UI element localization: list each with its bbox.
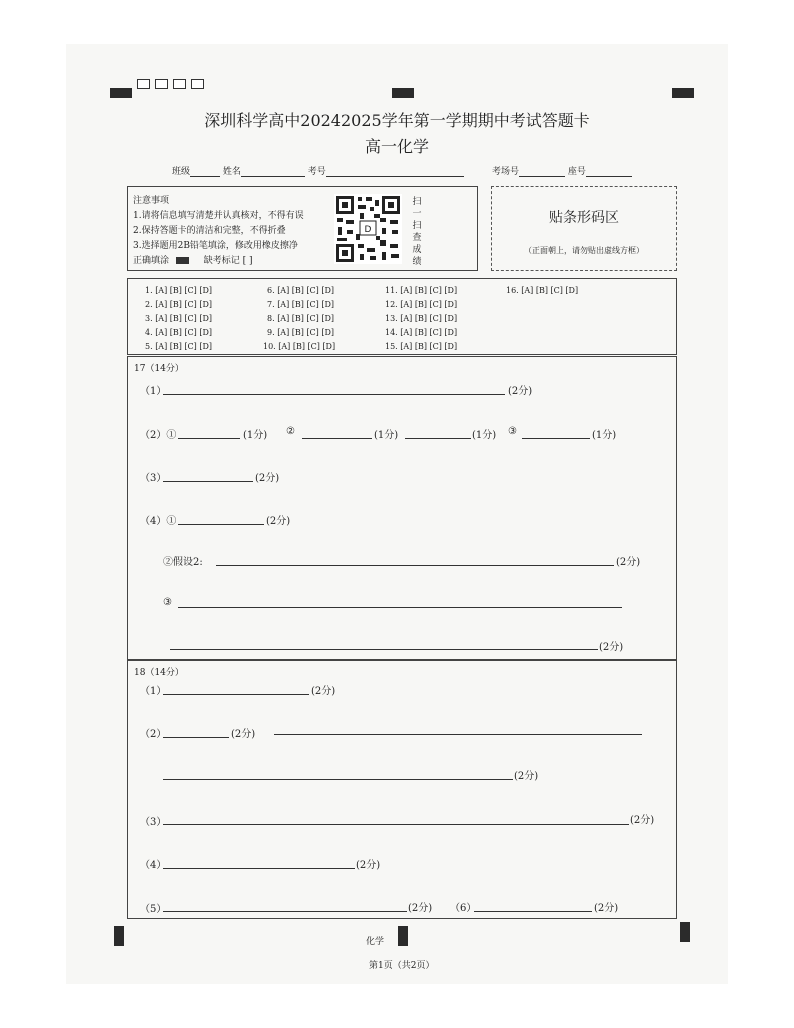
class-field[interactable] bbox=[190, 167, 220, 177]
scan-char: 一 bbox=[412, 209, 422, 219]
q17-part2-answer-4[interactable] bbox=[522, 438, 590, 439]
q17-part4-hypothesis-label: ②假设2: bbox=[163, 557, 203, 568]
q17-part1-label: （1） bbox=[140, 386, 167, 397]
choice-options[interactable]: [A] [B] [C] [D] bbox=[155, 300, 212, 309]
q17-part4-circle-3: ③ bbox=[163, 597, 172, 608]
name-field[interactable] bbox=[241, 167, 305, 177]
q18-part2-answer-1[interactable] bbox=[163, 737, 229, 738]
q17-part4-answer-3b[interactable] bbox=[170, 649, 598, 650]
choice-options[interactable]: [A] [B] [C] [D] bbox=[155, 286, 212, 295]
choice-row-16[interactable] bbox=[506, 286, 578, 295]
choice-options[interactable]: [A] [B] [C] [D] bbox=[277, 286, 334, 295]
choice-row-7[interactable] bbox=[267, 300, 334, 309]
notice-heading: 注意事项 bbox=[133, 196, 170, 206]
sheet-check-box bbox=[155, 79, 168, 89]
q17-part2-answer-1[interactable] bbox=[178, 438, 240, 439]
scan-text bbox=[410, 196, 424, 268]
choice-row-3[interactable] bbox=[145, 314, 212, 323]
choice-row-8[interactable] bbox=[267, 314, 334, 323]
info-row-right bbox=[492, 164, 632, 177]
sheet-title: 深圳科学高中20242025学年第一学期期中考试答题卡 bbox=[204, 111, 590, 130]
question-number: 11. bbox=[385, 286, 398, 295]
q18-part5-score: (2分) bbox=[408, 903, 433, 914]
choice-row-13[interactable] bbox=[385, 314, 457, 323]
choice-options[interactable]: [A] [B] [C] [D] bbox=[155, 314, 212, 323]
q17-part2-score-4: (1分) bbox=[592, 430, 617, 441]
choice-row-1[interactable] bbox=[145, 286, 212, 295]
choice-options[interactable]: [A] [B] [C] [D] bbox=[400, 314, 458, 323]
exam-no-field[interactable] bbox=[326, 167, 464, 177]
barcode-title: 贴条形码区 bbox=[549, 210, 619, 226]
q18-part2-score-2: (2分) bbox=[514, 771, 539, 782]
q17-part4-answer-3a[interactable] bbox=[178, 607, 622, 608]
class-label: 班级 bbox=[172, 167, 191, 177]
question-number: 8. bbox=[267, 314, 275, 323]
q17-part4-answer-1[interactable] bbox=[178, 524, 264, 525]
q17-part1-score: (2分) bbox=[508, 386, 533, 397]
name-label: 姓名 bbox=[222, 167, 241, 177]
question-number: 2. bbox=[145, 300, 153, 309]
choice-options[interactable]: [A] [B] [C] [D] bbox=[278, 342, 336, 351]
choice-options[interactable]: [A] [B] [C] [D] bbox=[521, 286, 579, 295]
question-number: 9. bbox=[267, 328, 275, 337]
question-number: 12. bbox=[385, 300, 398, 309]
qr-letter: D bbox=[364, 225, 372, 235]
choice-options[interactable]: [A] [B] [C] [D] bbox=[155, 328, 212, 337]
q18-part4-label: （4） bbox=[140, 860, 167, 871]
q17-part2-label: （2）① bbox=[140, 430, 177, 441]
choice-row-10[interactable] bbox=[263, 342, 335, 351]
q18-part2-label: （2） bbox=[140, 729, 167, 740]
seat-label: 座号 bbox=[567, 167, 586, 177]
alignment-mark bbox=[672, 88, 694, 98]
q17-part4-score-2: (2分) bbox=[616, 557, 641, 568]
q17-part2-score-2: (1分) bbox=[374, 430, 399, 441]
question-number: 7. bbox=[267, 300, 275, 309]
q18-part6-label: （6） bbox=[450, 903, 477, 914]
filled-mark-icon bbox=[176, 257, 189, 264]
q18-part5-answer[interactable] bbox=[163, 911, 407, 912]
fill-example bbox=[133, 253, 253, 266]
question-18-section bbox=[127, 660, 677, 919]
question-17-section bbox=[127, 356, 677, 660]
q18-part3-label: （3） bbox=[140, 817, 167, 828]
question-number: 1. bbox=[145, 286, 153, 295]
question-number: 13. bbox=[385, 314, 398, 323]
question-number: 15. bbox=[385, 342, 398, 351]
choice-options[interactable]: [A] [B] [C] [D] bbox=[277, 314, 334, 323]
choice-row-9[interactable] bbox=[267, 328, 334, 337]
q17-part2-answer-2[interactable] bbox=[302, 438, 372, 439]
seat-field[interactable] bbox=[586, 167, 632, 177]
question-17-title: 17（14分） bbox=[134, 364, 184, 374]
choice-row-2[interactable] bbox=[145, 300, 212, 309]
alignment-mark bbox=[392, 88, 414, 98]
scan-char: 绩 bbox=[412, 257, 422, 267]
footer-page: 第1页（共2页） bbox=[369, 961, 435, 971]
choice-row-11[interactable] bbox=[385, 286, 457, 295]
q18-part3-score: (2分) bbox=[630, 815, 655, 826]
choice-options[interactable]: [A] [B] [C] [D] bbox=[155, 342, 212, 351]
choice-options[interactable]: [A] [B] [C] [D] bbox=[277, 328, 334, 337]
q17-part3-answer[interactable] bbox=[163, 481, 253, 482]
choice-row-15[interactable] bbox=[385, 342, 457, 351]
alignment-mark bbox=[110, 88, 132, 98]
choice-row-12[interactable] bbox=[385, 300, 457, 309]
notice-line: 3.选择题用2B铅笔填涂，修改用橡皮擦净 bbox=[133, 241, 298, 251]
q18-part2-score-1: (2分) bbox=[231, 729, 256, 740]
choice-row-14[interactable] bbox=[385, 328, 457, 337]
sheet-check-box bbox=[173, 79, 186, 89]
choice-row-4[interactable] bbox=[145, 328, 212, 337]
q18-part1-score: (2分) bbox=[311, 686, 336, 697]
question-number: 3. bbox=[145, 314, 153, 323]
footer-subject: 化学 bbox=[366, 937, 385, 947]
q17-part4-score-1: (2分) bbox=[266, 516, 291, 527]
room-field[interactable] bbox=[519, 167, 565, 177]
q17-part2-circle-3: ③ bbox=[508, 426, 517, 437]
choice-options[interactable]: [A] [B] [C] [D] bbox=[400, 328, 458, 337]
q18-part2-answer-2a[interactable] bbox=[274, 734, 642, 735]
q18-part1-answer[interactable] bbox=[163, 694, 309, 695]
alignment-mark bbox=[114, 926, 124, 946]
q17-part2-answer-3[interactable] bbox=[405, 438, 471, 439]
sheet-check-box bbox=[191, 79, 204, 89]
absent-box[interactable]: [ ] bbox=[242, 256, 253, 266]
question-number: 14. bbox=[385, 328, 398, 337]
info-row bbox=[172, 164, 464, 177]
question-number: 5. bbox=[145, 342, 153, 351]
question-number: 4. bbox=[145, 328, 153, 337]
absent-label: 缺考标记 bbox=[203, 256, 240, 266]
q17-part3-label: （3） bbox=[140, 473, 167, 484]
notice-box bbox=[127, 186, 478, 271]
q18-part1-label: （1） bbox=[140, 686, 167, 697]
q18-part2-answer-2b[interactable] bbox=[163, 779, 513, 780]
exam-no-label: 考号 bbox=[307, 167, 326, 177]
room-label: 考场号 bbox=[492, 167, 520, 177]
q17-part4-label: （4）① bbox=[140, 516, 177, 527]
q17-part2-score-3: (1分) bbox=[472, 430, 497, 441]
notice-line: 2.保持答题卡的清洁和完整，不得折叠 bbox=[133, 226, 286, 236]
q18-part6-answer[interactable] bbox=[474, 911, 592, 912]
q18-part4-answer[interactable] bbox=[163, 868, 355, 869]
choice-options[interactable]: [A] [B] [C] [D] bbox=[400, 286, 458, 295]
choice-section bbox=[127, 278, 677, 355]
q17-part2-score-1: (1分) bbox=[243, 430, 268, 441]
subject-title: 高一化学 bbox=[364, 137, 429, 156]
scan-char: 扫 bbox=[412, 221, 422, 231]
barcode-hint: （正面朝上，请勿贴出虚线方框） bbox=[524, 246, 644, 255]
choice-options[interactable]: [A] [B] [C] [D] bbox=[277, 300, 334, 309]
q18-part3-answer[interactable] bbox=[163, 824, 629, 825]
question-number: 6. bbox=[267, 286, 275, 295]
scan-char: 扫 bbox=[412, 197, 422, 207]
q18-part5-label: （5） bbox=[140, 904, 167, 915]
question-number: 16. bbox=[506, 286, 519, 295]
alignment-mark bbox=[680, 922, 690, 942]
alignment-mark bbox=[398, 926, 408, 946]
notice-line: 1.请将信息填写清楚并认真核对，不得有误 bbox=[133, 211, 304, 221]
fill-correct-label: 正确填涂 bbox=[133, 256, 170, 266]
qr-code-icon[interactable] bbox=[334, 194, 402, 264]
question-18-title: 18（14分） bbox=[134, 668, 184, 678]
choice-row-5[interactable] bbox=[145, 342, 212, 351]
choice-options[interactable]: [A] [B] [C] [D] bbox=[400, 300, 458, 309]
q18-part6-score: (2分) bbox=[594, 903, 619, 914]
q17-part4-answer-2[interactable] bbox=[216, 565, 614, 566]
q17-part4-score-3: (2分) bbox=[599, 642, 624, 653]
q17-part2-circle-2: ② bbox=[286, 426, 295, 437]
q18-part4-score: (2分) bbox=[356, 860, 381, 871]
q17-part3-score: (2分) bbox=[255, 473, 280, 484]
choice-options[interactable]: [A] [B] [C] [D] bbox=[400, 342, 458, 351]
scan-char: 成 bbox=[412, 245, 422, 255]
barcode-area[interactable] bbox=[491, 186, 677, 271]
choice-row-6[interactable] bbox=[267, 286, 334, 295]
sheet-check-box bbox=[137, 79, 150, 89]
scan-char: 查 bbox=[412, 233, 422, 243]
question-number: 10. bbox=[263, 342, 276, 351]
q17-part1-answer[interactable] bbox=[163, 394, 505, 395]
